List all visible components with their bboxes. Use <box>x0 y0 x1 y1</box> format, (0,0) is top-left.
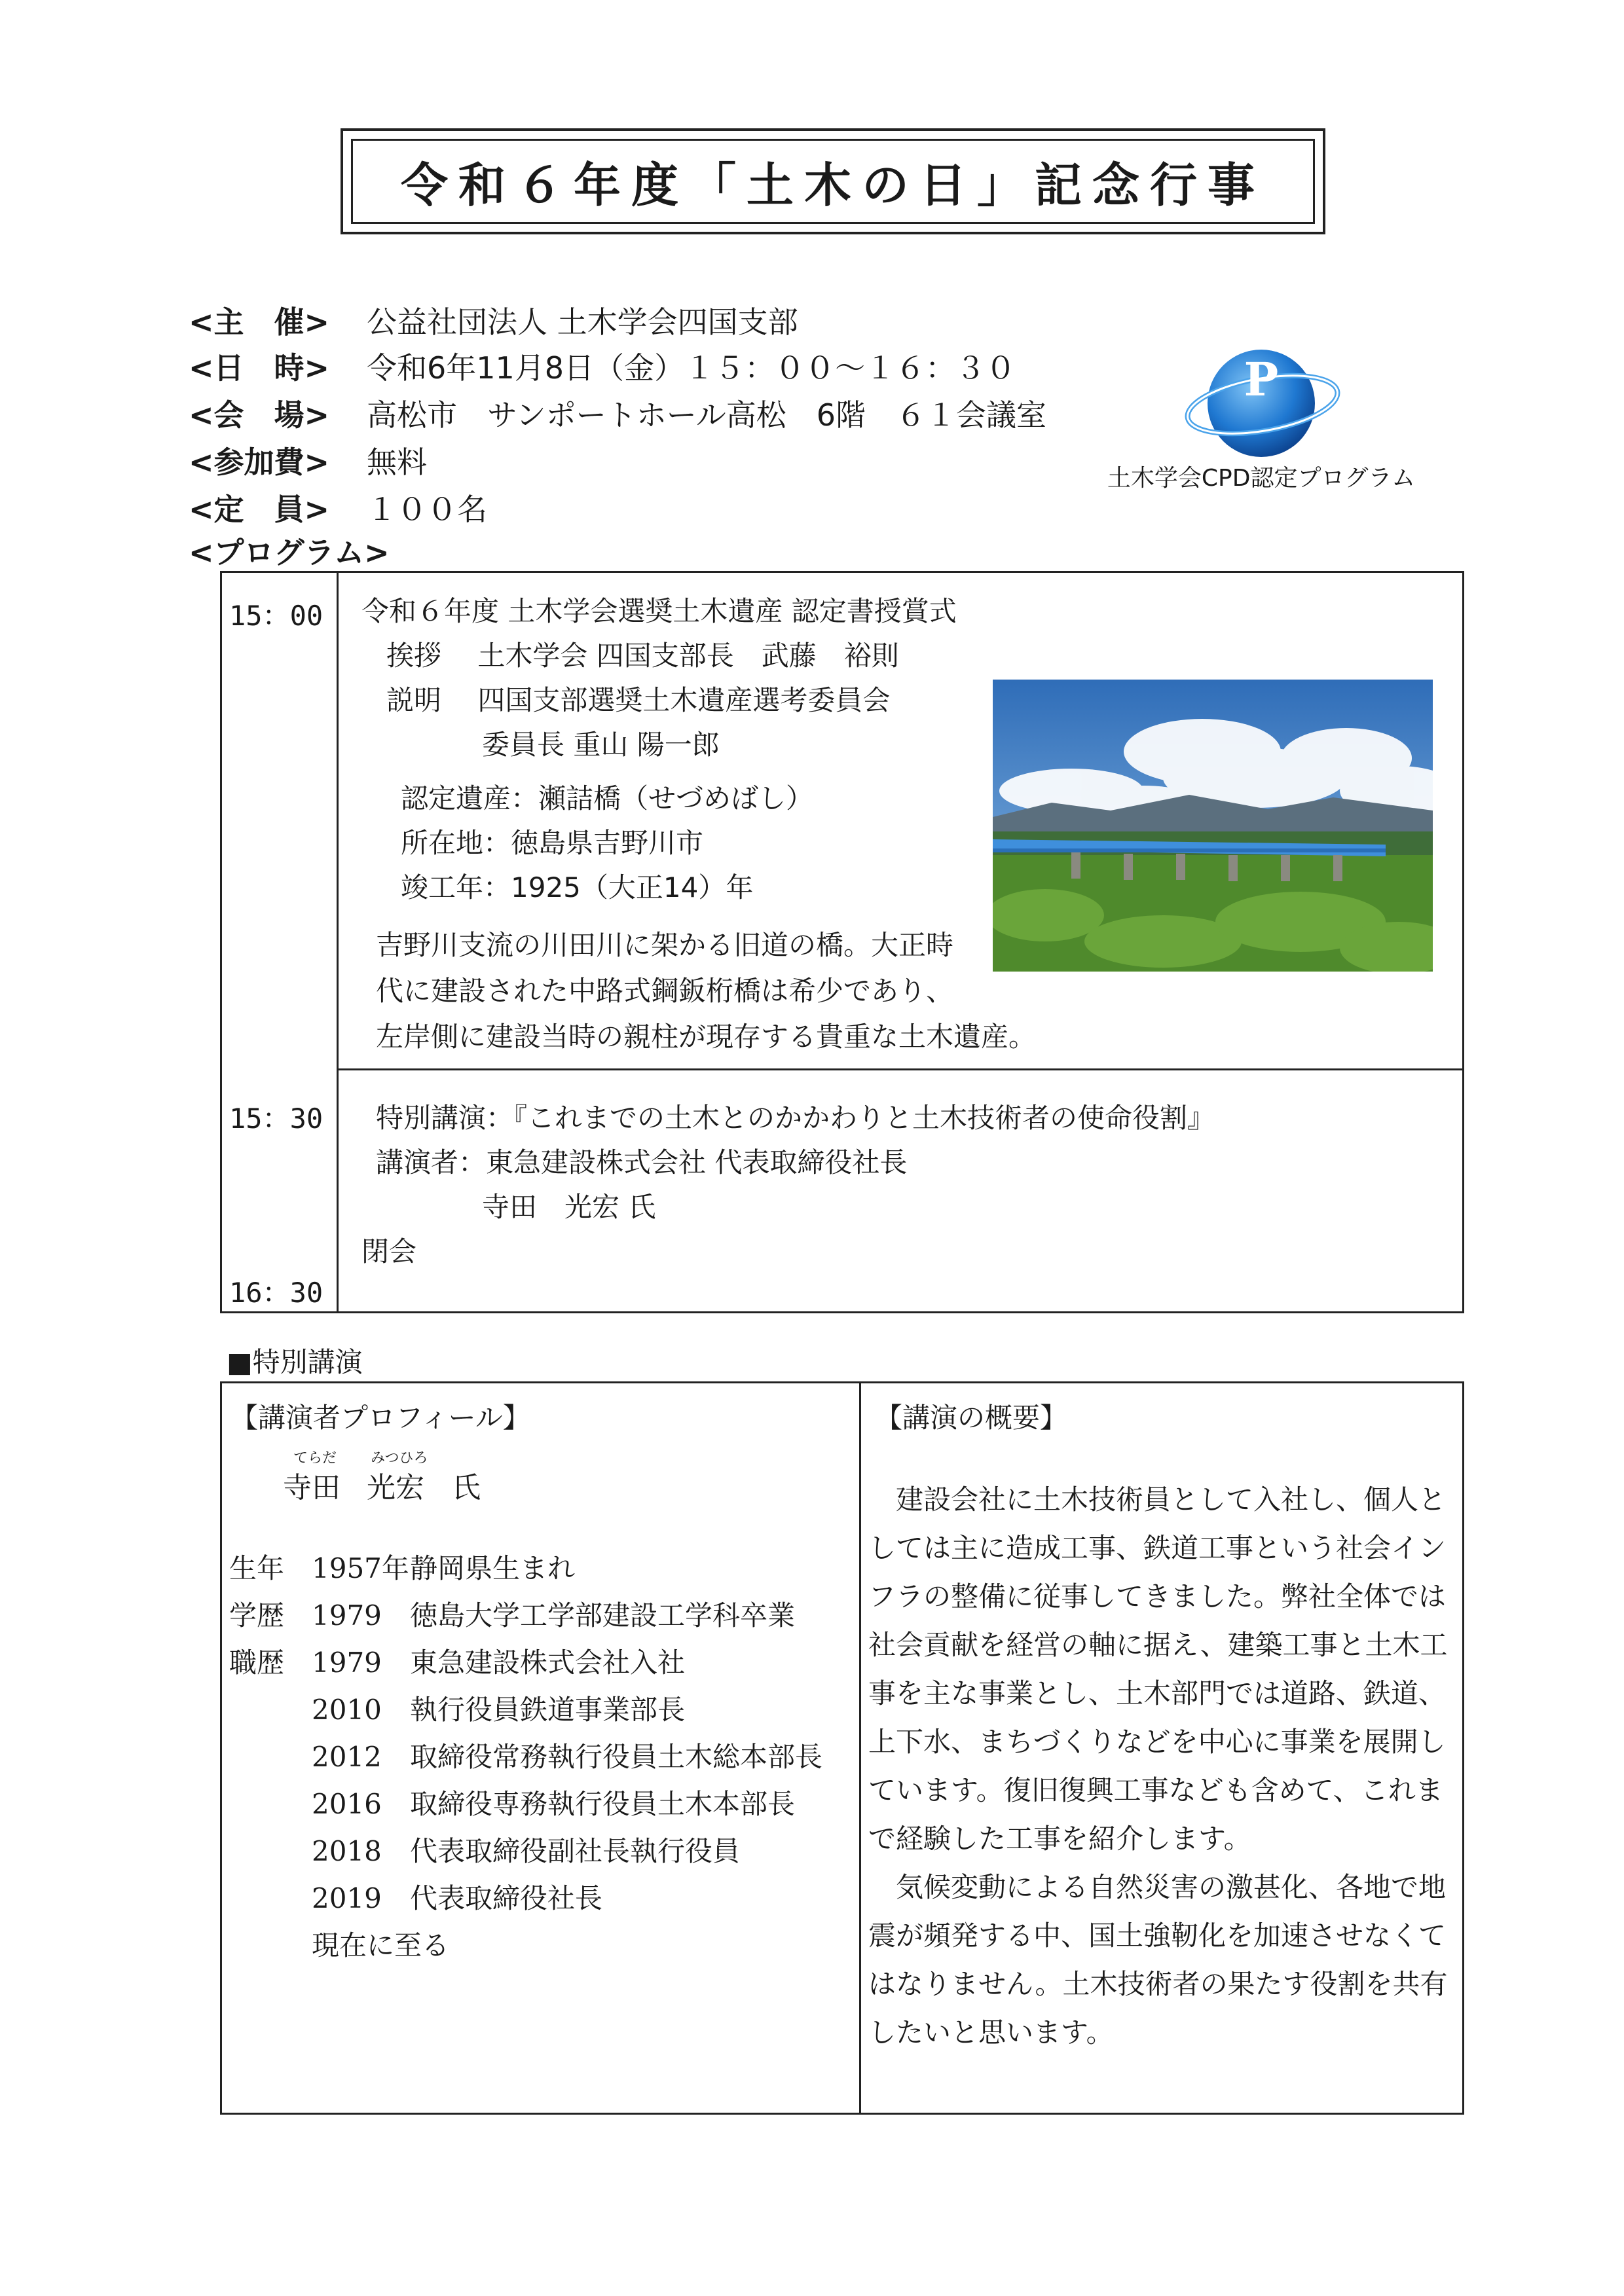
info-capacity <box>189 490 487 529</box>
career-row <box>229 1686 685 1734</box>
career-row <box>229 1781 795 1828</box>
profile-heading: 【講演者プロフィール】 <box>231 1402 530 1434</box>
award-heading: 令和６年度 土木学会選奨土木遺産 認定書授賞式 <box>361 595 957 627</box>
career-text: 東急建設株式会社入社 <box>410 1647 686 1679</box>
career-year: 2019 <box>312 1882 382 1914</box>
cpd-caption: 土木学会CPD認定プログラム <box>1107 465 1416 492</box>
career-year: 1957年 <box>312 1552 409 1584</box>
heritage-description-line: 代に建設された中路式鋼鈑桁橋は希少であり、 <box>376 975 954 1007</box>
career-label: 職歴 <box>229 1647 285 1679</box>
career-text: 取締役専務執行役員土木本部長 <box>410 1788 796 1820</box>
career-year: 1979 <box>312 1599 382 1631</box>
career-row <box>229 1734 822 1781</box>
info-value: 公益社団法人 土木学会四国支部 <box>367 304 798 340</box>
time-lecture: 15：30 <box>229 1102 323 1135</box>
career-row <box>229 1828 740 1875</box>
career-year: 2010 <box>312 1694 382 1726</box>
speaker-name-last: 寺田 <box>283 1471 341 1504</box>
career-current: 現在に至る <box>312 1929 450 1961</box>
heritage-location: 所在地：徳島県吉野川市 <box>401 827 704 859</box>
career-text: 執行役員鉄道事業部長 <box>410 1694 686 1726</box>
career-year: 2018 <box>312 1835 382 1867</box>
career-row <box>229 1545 575 1592</box>
lecture-speaker: 講演者：東急建設株式会社 代表取締役社長 <box>376 1146 908 1178</box>
program-label: <プログラム> <box>189 535 390 570</box>
info-value: 無料 <box>367 445 427 480</box>
career-text: 静岡県生まれ <box>410 1552 576 1584</box>
heritage-name: 認定遺産：瀬詰橋（せづめばし） <box>401 782 814 814</box>
overview-paragraph: 建設会社に土木技術員として入社し、個人としては主に造成工事、鉄道工事という社会インフラの整備に従事してきました。弊社全体では社会貢献を経営の軸に据え、建築工事と土木工事を主な事業とし、土木部門では道路、鉄道、上下水、まちづくりなどを中心に事業を展開しています。復旧復興工事なども含めて、これまで経験した工事を紹介します。 <box>868 1484 1448 1855</box>
info-label: <日 時> <box>189 350 330 386</box>
lecture-detail-divider <box>859 1381 861 2115</box>
overview-paragraph: 気候変動による自然災害の激甚化、各地で地震が頻発する中、国土強靭化を加速させなくてはなりません。土木技術者の果たす役割を共有したいと思います。 <box>868 1871 1448 2049</box>
career-text: 代表取締役社長 <box>410 1882 603 1914</box>
cpd-logo-icon <box>1184 338 1341 469</box>
info-organizer <box>189 302 798 342</box>
career-row <box>229 1639 685 1686</box>
career-label: 学歴 <box>229 1599 285 1631</box>
career-row <box>229 1875 602 1922</box>
info-fee <box>189 443 427 482</box>
career-row <box>229 1592 795 1639</box>
info-value: 令和6年11月8日（金）１５：００～１６：３０ <box>367 350 1016 386</box>
career-year: 1979 <box>312 1647 382 1679</box>
heritage-description-line: 左岸側に建設当時の親柱が現存する貴重な土木遺産。 <box>376 1021 1037 1053</box>
overview-body <box>868 1476 1450 2057</box>
closing-label: 閉会 <box>361 1235 417 1267</box>
name-ruby-last: てらだ <box>293 1450 337 1467</box>
program-divider-vertical <box>337 571 339 1313</box>
info-label: <参加費> <box>189 445 330 480</box>
heritage-completed: 竣工年：1925（大正14）年 <box>401 871 754 903</box>
career-year: 2016 <box>312 1788 382 1820</box>
award-explain: 説明 四国支部選奨土木遺産選考委員会 <box>386 684 891 716</box>
career-text: 代表取締役副社長執行役員 <box>410 1835 741 1867</box>
career-year: 2012 <box>312 1741 382 1773</box>
career-label: 生年 <box>229 1552 285 1584</box>
bridge-photo <box>993 680 1433 972</box>
name-ruby-first: みつひろ <box>371 1450 428 1467</box>
section-header: ■特別講演 <box>227 1346 363 1378</box>
career-text: 徳島大学工学部建設工学科卒業 <box>410 1599 796 1631</box>
award-greeting: 挨拶 土木学会 四国支部長 武藤 裕則 <box>386 640 899 672</box>
title-frame <box>341 128 1325 234</box>
career-text: 取締役常務執行役員土木総本部長 <box>410 1741 823 1773</box>
info-label: <主 催> <box>189 304 330 340</box>
page-title: 令和６年度「土木の日」記念行事 <box>400 158 1265 213</box>
speaker-name-first: 光宏 <box>367 1471 424 1504</box>
info-datetime <box>189 348 1016 388</box>
time-start: 15：00 <box>229 600 323 632</box>
overview-heading: 【講演の概要】 <box>875 1402 1068 1434</box>
speaker-honorific: 氏 <box>452 1471 481 1504</box>
info-value: 高松市 サンポートホール高松 6階 ６１会議室 <box>367 397 1047 433</box>
info-value: １００名 <box>367 492 487 527</box>
lecture-title: 特別講演：『これまでの土木とのかかわりと土木技術者の使命役割』 <box>376 1102 1215 1134</box>
info-label: <定 員> <box>189 492 330 527</box>
award-explain-chair: 委員長 重山 陽一郎 <box>482 729 720 761</box>
time-end: 16：30 <box>229 1277 323 1309</box>
lecture-speaker-name: 寺田 光宏 氏 <box>482 1191 656 1223</box>
cpd-logo-letter: P <box>1244 352 1279 407</box>
info-label: <会 場> <box>189 397 330 433</box>
info-venue <box>189 395 1046 435</box>
heritage-description-line: 吉野川支流の川田川に架かる旧道の橋。大正時 <box>376 929 954 961</box>
title-inner-frame <box>351 139 1315 224</box>
program-divider-horizontal <box>337 1068 1464 1070</box>
